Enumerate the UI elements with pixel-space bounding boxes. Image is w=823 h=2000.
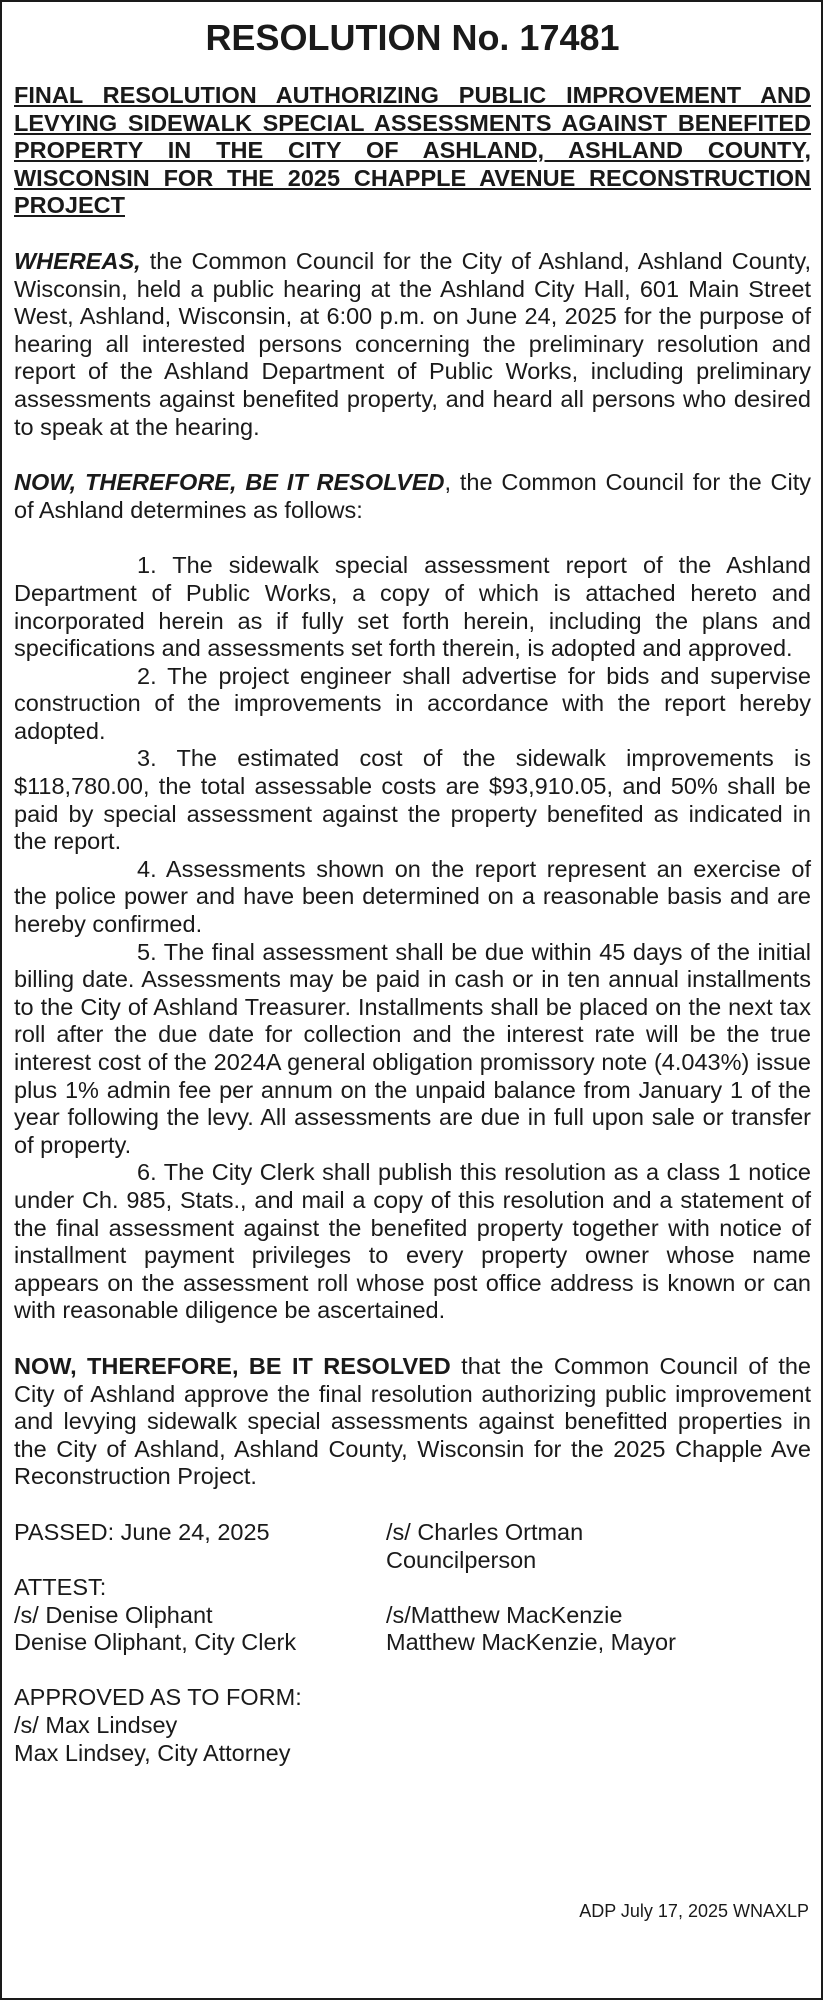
passed-date: PASSED: June 24, 2025 xyxy=(14,1518,270,1545)
resolution-item-6: 6. The City Clerk shall publish this resolution as a class 1 notice under Ch. 985, Stats., and mail a copy of this resolution and a statement of the final assessment against the benefited property together with notice of installment payment privileges to every property owner whose name appears on the assessment roll whose post office address is known or can with reasonable diligence be ascertained. xyxy=(14,1159,811,1324)
councilperson-signature: /s/ Charles Ortman xyxy=(386,1518,584,1545)
attest-label: ATTEST: xyxy=(14,1574,107,1601)
clerk-title: Denise Oliphant, City Clerk xyxy=(14,1629,297,1656)
signature-row-attest xyxy=(14,1574,811,1657)
resolution-item-1: 1. The sidewalk special assessment report of the Ashland Department of Public Works, a copy of which is attached hereto and incorporated herein as if fully set forth herein, including the plans and specifications and assessments set forth therein, is adopted and approved. xyxy=(14,552,811,662)
notice-content xyxy=(14,16,811,1767)
resolved-paragraph-1 xyxy=(14,469,811,524)
mayor-title: Matthew MacKenzie, Mayor xyxy=(386,1629,676,1656)
resolution-item-4: 4. Assessments shown on the report represent an exercise of the police power and have been determined on a reasonable basis and are hereby confirmed. xyxy=(14,855,811,938)
resolution-item-2: 2. The project engineer shall advertise for bids and supervise construction of the improvements in accordance with the report hereby adopted. xyxy=(14,662,811,744)
whereas-text: the Common Council for the City of Ashland, Ashland County, Wisconsin, held a public hearing at the Ashland City Hall, 601 Main Street West, Ashland, Wisconsin, at 6:00 p.m. on June 24, 2025 for the purpose of hearing all interested persons concerning the preliminary resolution and report of the Ashland Department of Public Works, including preliminary assessments against benefited property, and heard all persons who desired to speak at the hearing. xyxy=(14,247,811,440)
resolved-paragraph-2 xyxy=(14,1353,811,1491)
resolution-title: RESOLUTION No. 17481 xyxy=(205,17,620,58)
attorney-title: Max Lindsey, City Attorney xyxy=(14,1739,291,1766)
publication-footer: ADP July 17, 2025 WNAXLP xyxy=(579,1901,809,1921)
attorney-signature: /s/ Max Lindsey xyxy=(14,1712,178,1739)
clerk-signature: /s/ Denise Oliphant xyxy=(14,1601,213,1628)
resolution-item-3: 3. The estimated cost of the sidewalk improvements is $118,780.00, the total assessable costs are $93,910.05, and 50% shall be paid by special assessment against the property benefited as indicated in the report. xyxy=(14,745,811,855)
whereas-paragraph xyxy=(14,248,811,441)
councilperson-title: Councilperson xyxy=(386,1546,537,1573)
resolved-text-2: that the Common Council of the City of Ashland approve the final resolution authorizing public improvement and levying sidewalk special assessments against benefitted properties in the City of Ashland, Ashland County, Wisconsin for the 2025 Chapple Ave Reconstruction Project. xyxy=(14,1352,811,1490)
approved-label: APPROVED AS TO FORM: xyxy=(14,1684,302,1711)
signature-block xyxy=(14,1519,811,1767)
resolved-text-1: , the Common Council for the City of Ashland determines as follows: xyxy=(14,469,811,523)
signature-row-passed xyxy=(14,1519,811,1574)
resolved-lead-2: NOW, THEREFORE, BE IT RESOLVED xyxy=(14,1352,451,1379)
resolved-lead-1: NOW, THEREFORE, BE IT RESOLVED xyxy=(14,469,445,496)
mayor-signature: /s/Matthew MacKenzie xyxy=(386,1601,623,1628)
whereas-lead: WHEREAS, xyxy=(14,247,141,274)
resolution-subtitle: FINAL RESOLUTION AUTHORIZING PUBLIC IMPROVEMENT AND LEVYING SIDEWALK SPECIAL ASSESSMENTS AGAINST BENEFITED PROPERTY IN THE CITY OF ASHLAND, ASHLAND COUNTY, WISCONSIN FOR THE 2025 CHAPPLE AVENUE RECONSTRUCTION PROJECT xyxy=(14,82,811,219)
signature-row-approved xyxy=(14,1684,811,1767)
resolution-item-5: 5. The final assessment shall be due within 45 days of the initial billing date. Assessments may be paid in cash or in ten annual installments to the City of Ashland Treasurer. Installments shall be placed on the next tax roll after the due date for collection and the interest rate will be the true interest cost of the 2024A general obligation promissory note (4.043%) issue plus 1% admin fee per annum on the unpaid balance from January 1 of the year following the levy. All assessments are due in full upon sale or transfer of property. xyxy=(14,938,811,1158)
